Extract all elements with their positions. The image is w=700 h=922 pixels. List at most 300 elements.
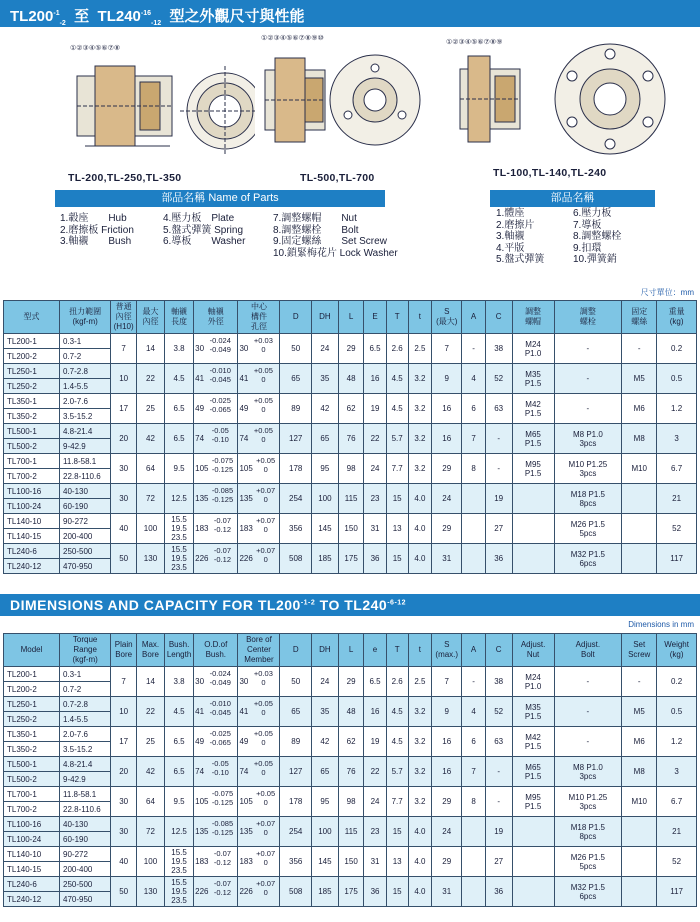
table-cell: TL100-16	[4, 817, 60, 832]
table-cell: 63	[485, 727, 512, 757]
table-cell: 17	[111, 727, 137, 757]
column-header: Bore of Center Member	[238, 634, 280, 667]
table-cell: 100	[136, 847, 164, 877]
center-bore-value: 135	[239, 493, 253, 503]
column-header: t	[408, 634, 431, 667]
table-cell: 27	[485, 847, 512, 877]
table-cell: 42	[311, 727, 338, 757]
table-cell: 31	[364, 514, 386, 544]
table-cell: 4.5	[386, 364, 408, 394]
column-header: 調整 螺栓	[554, 301, 622, 334]
table-cell: 2.0-7.6	[60, 727, 111, 742]
table-cell	[462, 544, 485, 574]
table-cell: TL500-2	[4, 772, 60, 787]
table-cell: 42	[136, 424, 164, 454]
bush-od-tolerance: -0.010 -0.045	[209, 365, 231, 384]
table-cell: 7	[432, 334, 462, 364]
table-cell: 7	[111, 667, 137, 697]
table-cell: M6	[622, 394, 657, 424]
table-cell: M18 P1.5 8pcs	[554, 817, 622, 847]
table-cell: M42 P1.5	[512, 727, 554, 757]
table-cell	[238, 514, 280, 544]
table-cell: TL250-1	[4, 697, 60, 712]
column-header: Max. Bore	[136, 634, 164, 667]
table-cell: 0.3-1	[60, 334, 111, 349]
table-cell: 98	[338, 787, 364, 817]
table-row	[4, 847, 697, 862]
table-cell	[238, 847, 280, 877]
table-cell: TL350-2	[4, 409, 60, 424]
table-cell: 24	[364, 787, 386, 817]
table-cell: 24	[311, 667, 338, 697]
table-row	[4, 454, 697, 469]
table-cell: 14	[136, 667, 164, 697]
column-header: Model	[4, 634, 60, 667]
table-cell: M35 P1.5	[512, 697, 554, 727]
table-cell: TL350-2	[4, 742, 60, 757]
table-cell: M32 P1.5 6pcs	[554, 877, 622, 907]
table-cell: 65	[311, 757, 338, 787]
table-cell: 13	[386, 514, 408, 544]
table-cell: 2.6	[386, 334, 408, 364]
table-cell	[238, 817, 280, 847]
table-cell: 5.7	[386, 757, 408, 787]
column-header: Plain Bore	[111, 634, 137, 667]
table-cell: 6	[462, 394, 485, 424]
table-cell: 27	[485, 514, 512, 544]
table-cell: -	[462, 334, 485, 364]
part-item: 7.導板	[573, 219, 602, 231]
center-bore-tolerance: +0.05 0	[253, 698, 273, 717]
table-cell: 9-42.9	[60, 439, 111, 454]
table-cell	[622, 817, 657, 847]
table-cell: 65	[280, 697, 311, 727]
table-cell: 16	[432, 424, 462, 454]
bush-od-value: 74	[195, 766, 205, 776]
part-item: 8.調整螺栓	[573, 231, 622, 242]
table-cell: 52	[485, 364, 512, 394]
table-cell: 40	[111, 514, 137, 544]
table-cell: 29	[432, 847, 462, 877]
column-header: 重量 (kg)	[657, 301, 697, 334]
table-cell: 1.4-5.5	[60, 712, 111, 727]
table-cell	[194, 817, 238, 847]
center-bore-tolerance: +0.05 0	[253, 728, 273, 747]
column-header: D	[280, 301, 311, 334]
table-cell: M8	[622, 424, 657, 454]
table-cell: 15.5 19.5 23.5	[164, 847, 193, 877]
table-cell: 52	[485, 697, 512, 727]
table-cell: 48	[338, 697, 364, 727]
table-cell: 3.2	[408, 454, 431, 484]
center-bore-tolerance: +0.05 0	[253, 365, 273, 384]
bush-od-value: 30	[195, 343, 205, 353]
center-bore-tolerance: +0.07 0	[256, 545, 276, 564]
bush-od-value: 41	[195, 373, 205, 383]
table-cell	[194, 424, 238, 454]
table-cell: 31	[364, 847, 386, 877]
table-cell: 115	[338, 817, 364, 847]
unit-note-en: Dimensions in mm	[628, 620, 694, 629]
table-cell: 9	[432, 697, 462, 727]
title-sup: -1	[53, 10, 60, 17]
table-cell: 15	[386, 484, 408, 514]
table-cell: M24 P1.0	[512, 667, 554, 697]
bush-od-value: 135	[195, 826, 209, 836]
table-cell: 7	[111, 334, 137, 364]
table-cell: 3.5-15.2	[60, 742, 111, 757]
center-bore-tolerance: +0.05 0	[256, 788, 276, 807]
table-cell: 20	[111, 757, 137, 787]
table-cell: 36	[364, 877, 386, 907]
table-cell: TL100-24	[4, 832, 60, 847]
part-item: 3.軸襯	[496, 231, 525, 242]
table-cell: 89	[280, 394, 311, 424]
table-cell: 9.5	[164, 454, 193, 484]
table-cell: TL200-2	[4, 682, 60, 697]
center-bore-value: 49	[239, 403, 249, 413]
center-bore-value: 183	[239, 523, 253, 533]
table-cell: 21	[657, 484, 697, 514]
bush-od-tolerance: -0.085 -0.125	[211, 818, 234, 837]
table-cell: 4.0	[408, 544, 431, 574]
table-cell	[194, 364, 238, 394]
table-cell	[512, 544, 554, 574]
parts-title-left: 部品名稱 Name of Parts	[55, 190, 385, 207]
center-bore-tolerance: +0.03 0	[253, 668, 273, 687]
table-cell: M10 P1.25 3pcs	[554, 787, 622, 817]
table-cell: 36	[485, 877, 512, 907]
table-cell: 4.5	[386, 697, 408, 727]
bush-od-value: 49	[195, 736, 205, 746]
table-cell: 36	[485, 544, 512, 574]
table-cell: 16	[432, 727, 462, 757]
table-cell: 145	[311, 847, 338, 877]
bush-od-tolerance: -0.024 -0.049	[209, 335, 231, 354]
table-cell: 0.3-1	[60, 667, 111, 682]
column-header: 型式	[4, 301, 60, 334]
table-cell: 2.0-7.6	[60, 394, 111, 409]
table-cell: 6.7	[657, 787, 697, 817]
table-cell: -	[554, 697, 622, 727]
table-cell: 6.5	[364, 334, 386, 364]
table-cell	[512, 514, 554, 544]
table-row	[4, 697, 697, 712]
table-cell: 29	[432, 454, 462, 484]
table-cell: M35 P1.5	[512, 364, 554, 394]
table-cell: TL200-1	[4, 667, 60, 682]
column-header: E	[364, 301, 386, 334]
table-row	[4, 757, 697, 772]
table-cell: 36	[364, 544, 386, 574]
column-header: S (最大)	[432, 301, 462, 334]
table-cell: 2.6	[386, 667, 408, 697]
table-cell: 98	[338, 454, 364, 484]
center-bore-value: 226	[239, 553, 253, 563]
diagram-small-models	[55, 36, 280, 171]
column-header: DH	[311, 634, 338, 667]
table-cell: 100	[311, 817, 338, 847]
table-cell: 470-950	[60, 559, 111, 574]
part-item: 5.盤式彈簧	[496, 254, 545, 265]
table-cell: M65 P1.5	[512, 424, 554, 454]
table-cell: TL350-1	[4, 727, 60, 742]
table-header-row	[4, 634, 697, 667]
center-bore-tolerance: +0.07 0	[256, 848, 276, 867]
center-bore-tolerance: +0.03 0	[253, 335, 273, 354]
table-cell	[194, 484, 238, 514]
column-header: Weight (kg)	[657, 634, 697, 667]
table-cell: 22	[364, 757, 386, 787]
table-row	[4, 877, 697, 892]
table-cell	[238, 757, 280, 787]
table-cell: 25	[136, 727, 164, 757]
table-cell	[512, 877, 554, 907]
bush-od-value: 226	[195, 886, 209, 896]
table-cell: TL140-10	[4, 514, 60, 529]
table-cell	[194, 727, 238, 757]
table-cell: 95	[311, 454, 338, 484]
table-cell: 8	[462, 454, 485, 484]
bush-od-value: 105	[195, 796, 209, 806]
part-item: 10.鎖緊梅花片 Lock Washer	[273, 247, 398, 259]
table-cell: 3.8	[164, 334, 193, 364]
table-cell: TL700-2	[4, 469, 60, 484]
table-cell	[194, 394, 238, 424]
svg-text:①②③④⑤⑥⑦⑧⑨: ①②③④⑤⑥⑦⑧⑨	[446, 39, 503, 46]
table-cell: 24	[311, 334, 338, 364]
table-row	[4, 334, 697, 349]
table-cell: 117	[657, 544, 697, 574]
table-cell: 16	[364, 697, 386, 727]
table-cell	[194, 514, 238, 544]
table-cell: TL240-12	[4, 892, 60, 907]
english-title-band	[0, 594, 700, 616]
table-cell: 65	[280, 364, 311, 394]
table-cell: -	[485, 757, 512, 787]
table-cell: 17	[111, 394, 137, 424]
table-cell: 4.0	[408, 877, 431, 907]
table-cell: 15.5 19.5 23.5	[164, 877, 193, 907]
table-cell: 3	[657, 424, 697, 454]
table-cell: TL500-2	[4, 439, 60, 454]
table-cell: 145	[311, 514, 338, 544]
table-cell: 13	[386, 847, 408, 877]
table-cell: 52	[657, 847, 697, 877]
table-cell: 31	[432, 877, 462, 907]
center-bore-tolerance: +0.07 0	[256, 485, 276, 504]
table-cell	[238, 364, 280, 394]
column-header: e	[364, 634, 386, 667]
bush-od-value: 183	[195, 523, 209, 533]
table-cell: M24 P1.0	[512, 334, 554, 364]
center-bore-value: 30	[239, 676, 249, 686]
table-cell: 3	[657, 757, 697, 787]
table-cell: 30	[111, 454, 137, 484]
chinese-title-band	[0, 0, 700, 27]
table-cell	[462, 817, 485, 847]
table-cell: 8	[462, 787, 485, 817]
table-cell: -	[622, 334, 657, 364]
parts-list-left-col3	[273, 213, 398, 259]
svg-text:①②③④⑤⑥⑦⑧⑨⑩: ①②③④⑤⑥⑦⑧⑨⑩	[261, 35, 324, 42]
table-cell: 19	[364, 394, 386, 424]
table-row	[4, 787, 697, 802]
table-cell: 3.2	[408, 697, 431, 727]
table-cell: 4.0	[408, 514, 431, 544]
table-cell: 150	[338, 847, 364, 877]
table-cell	[238, 394, 280, 424]
bush-od-tolerance: -0.05 -0.10	[211, 425, 229, 444]
part-item: 4.平版	[496, 242, 525, 254]
en-title-a: DIMENSIONS AND CAPACITY FOR TL200	[10, 597, 301, 613]
column-header: 扭力範圍 (kgf-m)	[60, 301, 111, 334]
table-cell: 0.2	[657, 667, 697, 697]
table-cell: 6	[462, 727, 485, 757]
table-cell: 0.7-2.8	[60, 697, 111, 712]
table-cell: 95	[311, 787, 338, 817]
table-cell: 7	[432, 667, 462, 697]
table-row	[4, 817, 697, 832]
table-cell: 6.7	[657, 454, 697, 484]
table-cell: TL350-1	[4, 394, 60, 409]
table-cell	[194, 544, 238, 574]
center-bore-value: 41	[239, 706, 249, 716]
spec-table-english	[3, 633, 697, 907]
table-cell: 4.5	[386, 394, 408, 424]
table-cell: 3.2	[408, 727, 431, 757]
table-cell: 50	[280, 334, 311, 364]
table-cell: 254	[280, 484, 311, 514]
part-item: 3.軸襯 Bush	[60, 236, 132, 247]
table-cell: 12.5	[164, 484, 193, 514]
table-cell: 4.5	[164, 697, 193, 727]
table-cell: -	[485, 454, 512, 484]
column-header: Adjust. Nut	[512, 634, 554, 667]
table-cell: 62	[338, 394, 364, 424]
column-header: Adjust. Bolt	[554, 634, 622, 667]
table-cell: M8	[622, 757, 657, 787]
table-cell: 6.5	[164, 727, 193, 757]
bush-od-value: 183	[195, 856, 209, 866]
bush-od-tolerance: -0.025 -0.065	[209, 395, 231, 414]
table-cell: 6.5	[164, 424, 193, 454]
table-cell: 356	[280, 847, 311, 877]
table-cell	[512, 817, 554, 847]
parts-title-right: 部品名稱	[490, 190, 655, 207]
column-header: D	[280, 634, 311, 667]
table-cell: 40	[111, 847, 137, 877]
table-cell: 2.5	[408, 334, 431, 364]
column-header: T	[386, 301, 408, 334]
table-cell: 0.7-2	[60, 682, 111, 697]
table-cell: 7.7	[386, 454, 408, 484]
column-header: C	[485, 634, 512, 667]
table-cell	[238, 454, 280, 484]
title-model-end: TL240	[97, 8, 141, 25]
table-cell: 22.8-110.6	[60, 469, 111, 484]
table-cell: 50	[111, 544, 137, 574]
center-bore-tolerance: +0.05 0	[253, 395, 273, 414]
table-cell: 63	[485, 394, 512, 424]
diagram-large-models	[440, 34, 695, 159]
table-cell: M32 P1.5 6pcs	[554, 544, 622, 574]
table-cell: 9.5	[164, 787, 193, 817]
table-cell: 175	[338, 877, 364, 907]
table-cell	[238, 484, 280, 514]
center-bore-tolerance: +0.07 0	[256, 878, 276, 897]
table-cell: 508	[280, 544, 311, 574]
table-cell: M26 P1.5 5pcs	[554, 847, 622, 877]
column-header: L	[338, 634, 364, 667]
part-item: 2.磨擦板 Friction	[60, 224, 134, 236]
table-cell: 38	[485, 334, 512, 364]
table-cell: 16	[432, 757, 462, 787]
table-cell	[194, 454, 238, 484]
table-cell: TL250-2	[4, 712, 60, 727]
table-cell: 3.8	[164, 667, 193, 697]
title-sup-2: -16	[140, 10, 152, 17]
bush-od-value: 226	[195, 553, 209, 563]
table-cell: 4.5	[164, 364, 193, 394]
table-cell: TL140-15	[4, 529, 60, 544]
table-cell	[462, 877, 485, 907]
table-cell: M5	[622, 364, 657, 394]
table-cell: TL100-16	[4, 484, 60, 499]
table-cell	[512, 484, 554, 514]
title-model-start: TL200	[10, 8, 54, 25]
table-cell: 15.5 19.5 23.5	[164, 514, 193, 544]
part-item: 8.調整螺栓 Bolt	[273, 224, 359, 236]
center-bore-value: 74	[239, 433, 249, 443]
table-cell: 2.5	[408, 667, 431, 697]
bush-od-tolerance: -0.07 -0.12	[213, 878, 232, 897]
bush-od-tolerance: -0.075 -0.125	[211, 455, 234, 474]
column-header: O.D.of Bush.	[194, 634, 238, 667]
table-cell: 64	[136, 454, 164, 484]
table-cell: -	[485, 787, 512, 817]
table-cell: 15	[386, 877, 408, 907]
table-cell: 4	[462, 364, 485, 394]
table-cell	[622, 847, 657, 877]
title-sub: -2	[59, 20, 66, 27]
table-cell: 6.5	[164, 757, 193, 787]
table-cell: 4.0	[408, 817, 431, 847]
bush-od-tolerance: -0.025 -0.065	[209, 728, 231, 747]
table-cell: 16	[364, 364, 386, 394]
table-cell	[238, 787, 280, 817]
center-bore-tolerance: +0.07 0	[256, 818, 276, 837]
table-cell: 470-950	[60, 892, 111, 907]
table-cell: 42	[136, 757, 164, 787]
table-cell	[194, 757, 238, 787]
part-item: 1.轂座 Hub	[60, 213, 127, 224]
table-cell: 7.7	[386, 787, 408, 817]
center-bore-value: 49	[239, 736, 249, 746]
table-row	[4, 484, 697, 499]
parts-list-left-col1	[60, 213, 134, 248]
table-cell: 178	[280, 454, 311, 484]
table-cell: M18 P1.5 8pcs	[554, 484, 622, 514]
diagram-label-mid: TL-500,TL-700	[300, 172, 375, 184]
column-header: C	[485, 301, 512, 334]
table-cell: 250-500	[60, 877, 111, 892]
table-cell: 42	[311, 394, 338, 424]
table-cell	[194, 334, 238, 364]
table-cell: 178	[280, 787, 311, 817]
table-cell: 15.5 19.5 23.5	[164, 544, 193, 574]
table-row	[4, 514, 697, 529]
